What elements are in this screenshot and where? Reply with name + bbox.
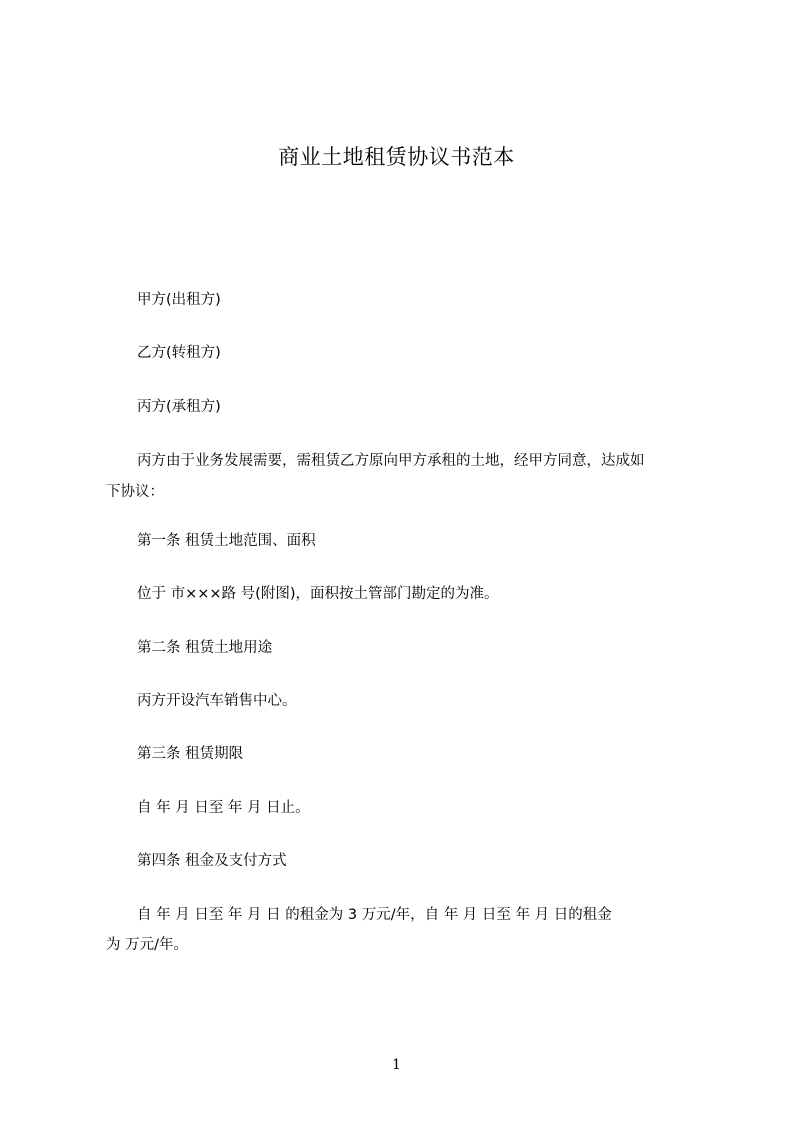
article-4-body-line-2: 为 万元/年。 [106,937,188,953]
party-c-label: 丙方(承租方) [137,399,221,415]
article-2-title: 第二条 租赁土地用途 [137,640,273,656]
party-b-label: 乙方(转租方) [137,345,221,361]
preamble-line-1: 丙方由于业务发展需要，需租赁乙方原向甲方承租的土地，经甲方同意，达成如 [137,453,645,469]
article-4-title: 第四条 租金及支付方式 [137,853,287,869]
preamble-line-2: 下协议： [106,484,164,500]
article-1-title: 第一条 租赁土地范围、面积 [137,533,316,549]
article-1-body: 位于 市×××路 号(附图)，面积按土管部门勘定的为准。 [137,586,499,602]
article-3-body: 自 年 月 日至 年 月 日止。 [137,800,310,816]
article-4-body-line-1: 自 年 月 日至 年 月 日 的租金为 3 万元/年，自 年 月 日至 年 月 日的租金 [137,907,612,923]
document-title: 商业土地租赁协议书范本 [278,145,515,169]
article-3-title: 第三条 租赁期限 [137,746,244,762]
party-a-label: 甲方(出租方) [137,292,221,308]
page-number: 1 [392,1057,401,1073]
article-2-body: 丙方开设汽车销售中心。 [137,693,297,709]
